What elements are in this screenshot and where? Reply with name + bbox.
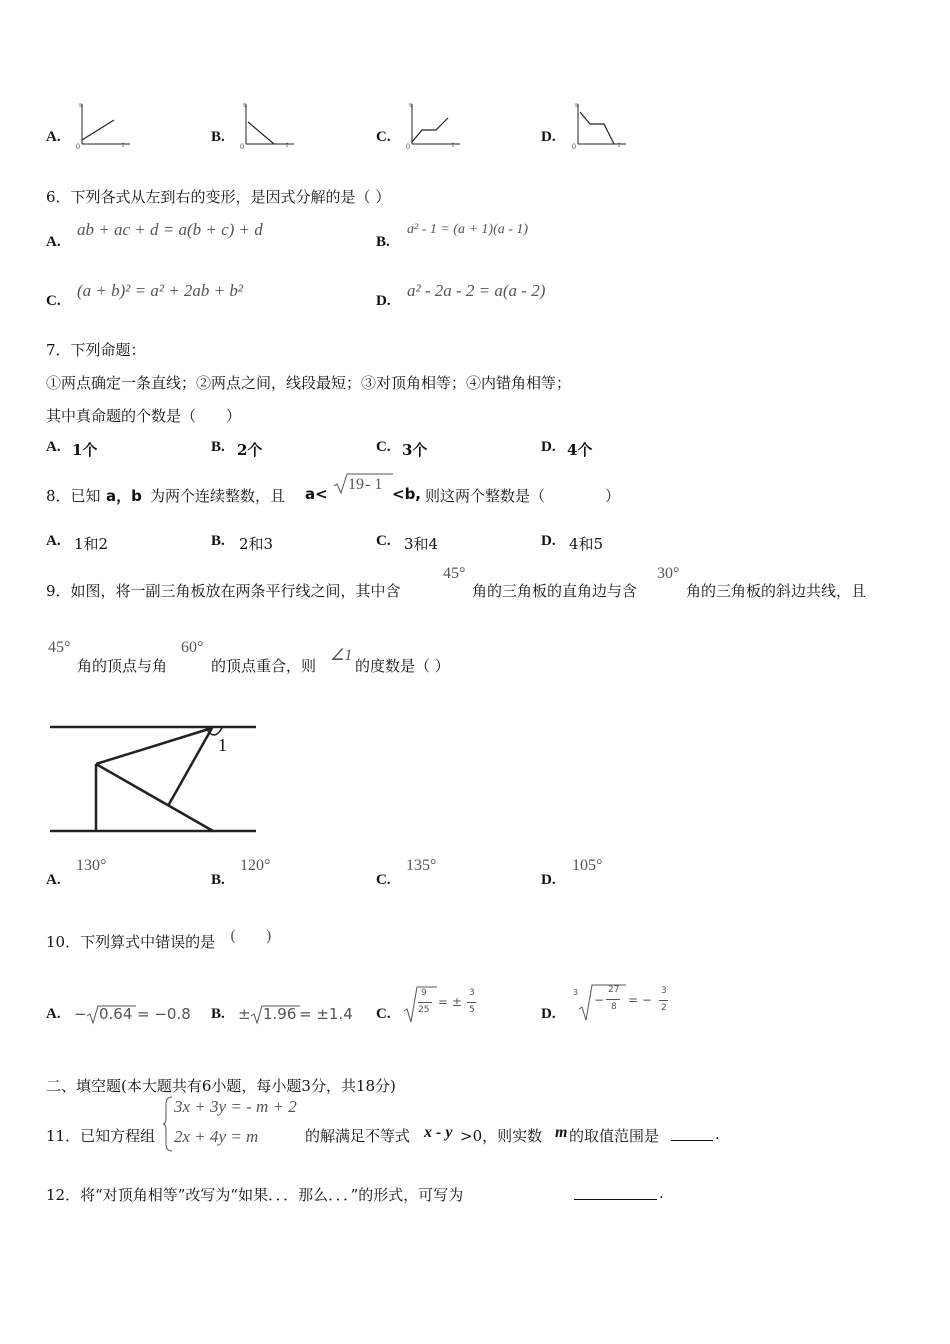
q11-eq2: 2x + 4y = m <box>174 1127 259 1146</box>
q7-option-d-text: 4个 <box>567 441 593 459</box>
q9-option-d-label: D. <box>541 872 556 888</box>
q9-option-c-label: C. <box>376 872 391 888</box>
q10-paren: ( ) <box>230 927 272 945</box>
q10-b-radical <box>250 1004 264 1024</box>
q10-d-den2: 2 <box>661 1003 667 1013</box>
q10-option-a-label: A. <box>46 1006 61 1022</box>
q6-option-d-label: D. <box>376 293 391 309</box>
q10-c-fracbar2 <box>467 1002 476 1003</box>
q8-stem-mid: 为两个连续整数，且 <box>150 487 286 505</box>
q5-option-a-graph <box>74 100 134 152</box>
q11-end: . <box>715 1125 720 1143</box>
q5-a-t: t <box>122 140 125 149</box>
q5-d-t: t <box>618 140 621 149</box>
q6-option-a-label: A. <box>46 234 61 250</box>
q8-stem-pre: 8．已知 <box>46 487 101 505</box>
q10-d-num2: 3 <box>661 986 667 996</box>
q6-option-d-expr: a² - 2a - 2 = a(a - 2) <box>407 281 546 300</box>
q7-option-a-text: 1个 <box>72 441 98 459</box>
q5-b-s: s <box>243 100 247 109</box>
q9-line2-b: 的顶点重合，则 <box>211 657 317 675</box>
q5-option-d-graph <box>570 100 630 152</box>
q5-c-origin: 0 <box>406 142 410 151</box>
q10-c-radical <box>403 985 419 1023</box>
q9-line2-c: 的度数是（ ） <box>355 657 450 675</box>
q9-option-b-text: 120° <box>240 857 271 874</box>
q10-stem: 10．下列算式中错误的是 <box>46 933 216 951</box>
q11-stem-post-b: >0，则实数 <box>460 1127 543 1145</box>
q5-b-origin: 0 <box>240 142 244 151</box>
q9-figure-label-1: 1 <box>218 735 227 755</box>
q7-option-a-label: A. <box>46 439 61 455</box>
q5-c-t: t <box>452 140 455 149</box>
q10-d-num: 27 <box>608 985 620 995</box>
q8-option-a-text: 1和2 <box>74 535 109 553</box>
q11-stem-post-a: 的解满足不等式 <box>305 1127 411 1145</box>
q10-c-fracbar <box>418 1002 432 1003</box>
q6-option-a-expr: ab + ac + d = a(b + c) + d <box>77 220 263 239</box>
q9-stem-pre: 9．如图，将一副三角板放在两条平行线之间，其中含 <box>46 582 401 600</box>
q10-c-num2: 3 <box>469 988 475 998</box>
q7-question: 其中真命题的个数是（ ） <box>46 407 242 425</box>
q9-option-a-text: 130° <box>76 857 107 874</box>
q8-lt-b: <b, <box>392 485 422 503</box>
q9-line2-angle-60: 60° <box>181 639 204 656</box>
q10-d-den: 8 <box>611 1002 617 1012</box>
q9-angle-45: 45° <box>443 565 466 582</box>
q9-option-c-text: 135° <box>406 857 437 874</box>
q5-option-c-label: C. <box>376 129 391 145</box>
q12-stem: 12．将“对顶角相等”改写为“如果．．．那么．．．”的形式，可写为 <box>46 1186 464 1204</box>
q9-figure <box>48 720 260 838</box>
q9-option-a-label: A. <box>46 872 61 888</box>
q7-option-b-label: B. <box>211 439 225 455</box>
q6-option-c-label: C. <box>46 293 61 309</box>
q7-option-c-label: C. <box>376 439 391 455</box>
q9-stem-post: 角的三角板的斜边共线，且 <box>686 582 867 600</box>
q7-option-b-text: 2个 <box>237 441 263 459</box>
q8-a-lt: a< <box>305 485 328 503</box>
q10-d-fracbar2 <box>659 1000 668 1001</box>
q8-option-b-text: 2和3 <box>239 535 274 553</box>
q10-option-c-label: C. <box>376 1006 391 1022</box>
q7-propositions: ①两点确定一条直线；②两点之间，线段最短；③对顶角相等；④内错角相等； <box>46 374 572 392</box>
q10-a-radical <box>86 1004 100 1024</box>
q10-b-post: = ±1.4 <box>299 1005 353 1023</box>
q6-option-b-label: B. <box>376 234 390 250</box>
q10-d-index: 3 <box>573 988 579 997</box>
q9-option-d-text: 105° <box>572 857 603 874</box>
q11-stem-pre: 11．已知方程组 <box>46 1127 156 1145</box>
q9-stem-mid: 角的三角板的直角边与含 <box>472 582 638 600</box>
q5-b-t: t <box>286 140 289 149</box>
q11-var-m: m <box>555 1124 568 1141</box>
q10-a-radicand: 0.64 <box>99 1005 133 1023</box>
q11-brace <box>163 1096 173 1152</box>
q12-answer-blank[interactable] <box>574 1199 657 1200</box>
q12-end: . <box>659 1184 664 1202</box>
q10-c-den2: 5 <box>469 1005 475 1015</box>
q10-b-radicand: 1.96 <box>263 1005 297 1023</box>
q5-option-d-label: D. <box>541 129 556 145</box>
q8-stem-ab: a，b <box>106 487 142 505</box>
q10-b-pre: ± <box>238 1005 251 1023</box>
q5-d-s: s <box>575 100 579 109</box>
q8-option-d-label: D. <box>541 533 556 549</box>
q10-c-den: 25 <box>418 1005 430 1015</box>
q8-radicand: 19 <box>348 476 364 493</box>
q6-stem: 6．下列各式从左到右的变形，是因式分解的是（ ） <box>46 188 391 206</box>
q5-c-s: s <box>409 100 413 109</box>
q11-eq1: 3x + 3y = - m + 2 <box>174 1097 297 1116</box>
section-2-title: 二、填空题(本大题共有6小题，每小题3分，共18分) <box>46 1077 396 1095</box>
q5-a-origin: 0 <box>76 142 80 151</box>
q9-option-b-label: B. <box>211 872 225 888</box>
q8-option-d-text: 4和5 <box>569 535 604 553</box>
q11-inequality: x - y <box>424 1124 453 1141</box>
q9-line2-a: 角的顶点与角 <box>77 657 168 675</box>
q7-option-d-label: D. <box>541 439 556 455</box>
q10-c-num: 9 <box>421 988 427 998</box>
q5-option-b-label: B. <box>211 129 225 145</box>
q8-option-c-text: 3和4 <box>404 535 439 553</box>
q5-d-origin: 0 <box>572 142 576 151</box>
q5-a-s: s <box>79 100 83 109</box>
q10-c-eq: = ± <box>438 995 462 1009</box>
q11-answer-blank[interactable] <box>671 1140 713 1141</box>
q8-stem-post: 则这两个整数是（ ） <box>425 487 621 505</box>
q8-minus-one: - 1 <box>365 476 383 493</box>
q5-option-b-graph <box>238 100 298 152</box>
q7-option-c-text: 3个 <box>402 441 428 459</box>
q5-option-a-label: A. <box>46 129 61 145</box>
q8-option-c-label: C. <box>376 533 391 549</box>
q10-a-post: = −0.8 <box>137 1005 191 1023</box>
q6-option-c-expr: (a + b)² = a² + 2ab + b² <box>77 281 243 300</box>
q6-option-b-expr: a² - 1 = (a + 1)(a - 1) <box>407 222 529 237</box>
q8-option-b-label: B. <box>211 533 225 549</box>
q10-option-b-label: B. <box>211 1006 225 1022</box>
q9-line2-angle-45: 45° <box>48 639 71 656</box>
q10-option-d-label: D. <box>541 1006 556 1022</box>
q9-angle-1: ∠1 <box>330 647 353 664</box>
q11-stem-post-c: 的取值范围是 <box>569 1127 660 1145</box>
q8-option-a-label: A. <box>46 533 61 549</box>
q10-a-pre: − <box>74 1005 87 1023</box>
q10-d-fracbar <box>606 999 620 1000</box>
q9-angle-30: 30° <box>657 565 680 582</box>
q10-d-neg: − <box>594 993 605 1007</box>
q7-stem: 7．下列命题： <box>46 341 146 359</box>
q10-d-eq: = − <box>628 993 652 1007</box>
q5-option-c-graph <box>404 100 464 152</box>
